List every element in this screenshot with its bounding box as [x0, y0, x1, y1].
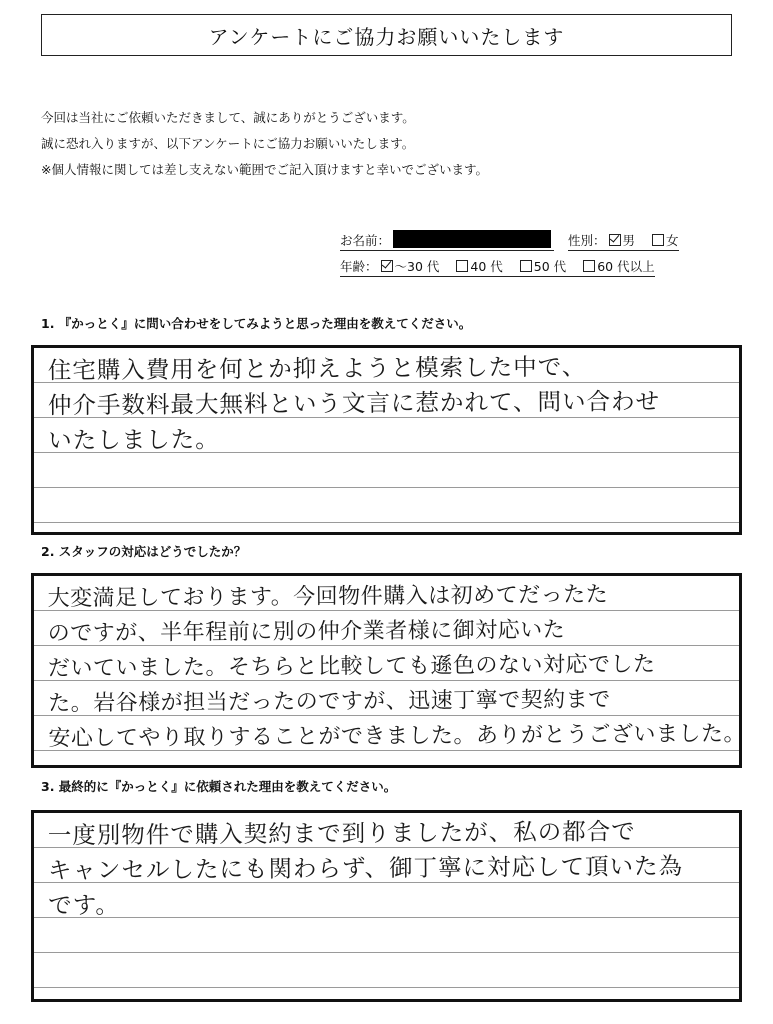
age-field: [340, 257, 655, 277]
answer-line: 安心してやり取りすることができました。ありがとうございました。: [48, 721, 747, 752]
gender-female-checkbox[interactable]: [652, 234, 664, 246]
age-label: 年齢：: [340, 259, 378, 274]
gender-label: 性別：: [568, 233, 606, 248]
redacted-name: [393, 230, 551, 248]
age-option-label: ～30 代: [394, 259, 440, 274]
handwritten-answer-2: [47, 577, 747, 757]
name-gender-row: [340, 225, 679, 251]
answer-line: です。: [48, 890, 120, 920]
age-40s-checkbox[interactable]: [456, 260, 468, 272]
respondent-info: [340, 225, 679, 277]
gender-male-label: 男: [622, 233, 636, 248]
intro-line: 誠に恐れ入りますが、以下アンケートにご協力お願いいたします。: [41, 136, 415, 151]
answer-box-1[interactable]: [31, 345, 742, 535]
answer-box-3[interactable]: [31, 810, 742, 1002]
answer-line: いたしました。: [48, 425, 220, 455]
age-option-label: 50 代: [533, 259, 567, 274]
age-under30-checkbox[interactable]: [381, 260, 393, 272]
name-field[interactable]: [340, 230, 554, 251]
intro-line: 今回は当社にご依頼いただきまして、誠にありがとうございます。: [41, 110, 415, 125]
name-label: お名前：: [340, 233, 391, 248]
age-row: [340, 251, 679, 277]
gender-male-checkbox[interactable]: [609, 234, 621, 246]
answer-line: 一度別物件で購入契約まで到りましたが、私の都合で: [47, 817, 636, 850]
answer-line: た。岩谷様が担当だったのですが、迅速丁寧で契約まで: [48, 687, 611, 717]
question-1: 1. 『かっとく』に問い合わせをしてみようと思った理由を教えてください。: [41, 316, 472, 331]
gender-female-label: 女: [666, 233, 679, 248]
handwritten-answer-3: [48, 814, 730, 924]
question-2: 2. スタッフの対応はどうでしたか？: [41, 544, 247, 559]
answer-box-2[interactable]: [31, 573, 747, 768]
answer-line: 大変満足しております。今回物件購入は初めてだったた: [47, 582, 609, 612]
age-60plus-checkbox[interactable]: [583, 260, 595, 272]
answer-line: 仲介手数料最大無料という文言に惹かれて、問い合わせ: [47, 387, 661, 420]
survey-title: アンケートにご協力お願いいたします: [41, 14, 732, 56]
intro-text: [41, 105, 488, 183]
age-option-label: 40 代: [470, 259, 503, 274]
age-50s-checkbox[interactable]: [520, 260, 532, 272]
gender-field: [568, 231, 679, 251]
question-3: 3. 最終的に『かっとく』に依頼された理由を教えてください。: [41, 779, 397, 794]
answer-line: 住宅購入費用を何とか抑えようと模索した中で、: [47, 352, 587, 385]
answer-line: キャンセルしたにも関わらず、御丁寧に対応して頂いた為: [47, 851, 684, 885]
handwritten-answer-1: [48, 349, 730, 459]
intro-line: ※個人情報に関しては差し支えない範囲でご記入頂けますと幸いでございます。: [41, 162, 488, 177]
answer-line: だいていました。そちらと比較しても遜色のない対応でした: [47, 652, 656, 682]
answer-line: のですが、半年程前に別の仲介業者様に御対応いた: [47, 617, 566, 647]
age-option-label: 60 代以上: [597, 259, 655, 274]
